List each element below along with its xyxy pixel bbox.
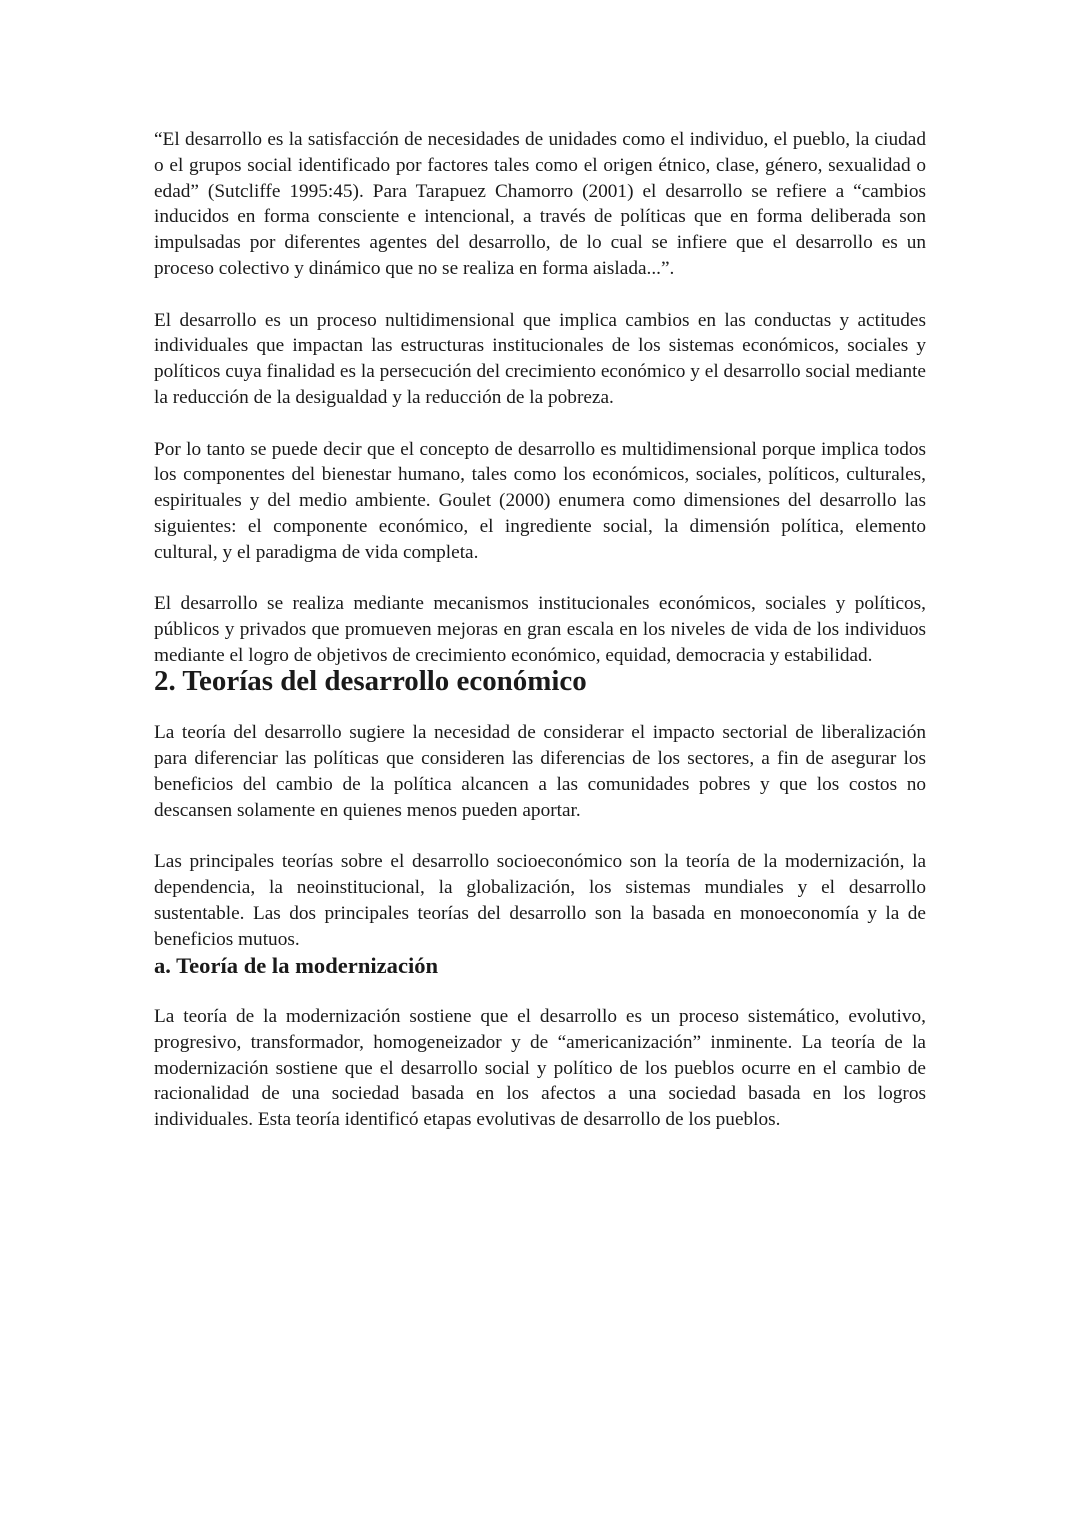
- paragraph-development-theory: La teoría del desarrollo sugiere la necesidad de considerar el impacto sectorial de liberalización para diferenciar las políticas que consideren las diferencias de los sectores, a fin de asegurar los beneficios del cambio de la política alcancen a las comunidades pobres y que los costos no descansen solamente en quienes menos pueden aportar.: [154, 722, 926, 821]
- paragraph-modernization-theory: La teoría de la modernización sostiene que el desarrollo es un proceso sistemático, evolutivo, progresivo, transformador, homogeneizador y de “americanización” inminente. La teoría de la modernización sostiene que el desarrollo social y político de los pueblos ocurre en el cambio de racionalidad de una sociedad basada en los afectos a una sociedad basada en los logros individuales. Esta teoría identificó etapas evolutivas de desarrollo de los pueblos.: [154, 1006, 926, 1131]
- section-heading-theories: 2. Teorías del desarrollo económico: [154, 664, 587, 697]
- paragraph-multidimensional-concept: Por lo tanto se puede decir que el concepto de desarrollo es multidimensional porque implica todos los componentes del bienestar humano, tales como los económicos, sociales, políticos, culturales, espirituales y del medio ambiente. Goulet (2000) enumera como dimensiones del desarrollo las siguientes: el componente económico, el ingrediente social, la dimensión política, elemento cultural, y el paradigma de vida completa.: [154, 438, 926, 563]
- paragraph-multidimensional-process: El desarrollo es un proceso nultidimensional que implica cambios en las conductas y actitudes individuales que impactan las estructuras institucionales de los sistemas económicos, sociales y políticos cuya finalidad es la persecución del crecimiento económico y el desarrollo social mediante la reducción de la desigualdad y la reducción de la pobreza.: [154, 309, 926, 408]
- paragraph-main-theories: Las principales teorías sobre el desarrollo socioeconómico son la teoría de la modernización, la dependencia, la neoinstitucional, la globalización, los sistemas mundiales y el desarrollo sustentable. Las dos principales teorías del desarrollo son la basada en monoeconomía y la de beneficios mutuos.: [154, 851, 926, 950]
- paragraph-institutional-mechanisms: El desarrollo se realiza mediante mecanismos institucionales económicos, sociales y políticos, públicos y privados que promueven mejoras en gran escala en los niveles de vida de los individuos mediante el logro de objetivos de crecimiento económico, equidad, democracia y estabilidad.: [154, 593, 926, 666]
- paragraph-development-definition: “El desarrollo es la satisfacción de necesidades de unidades como el individuo, el pueblo, la ciudad o el grupos social identificado por factores tales como el origen étnico, clase, género, sexualidad o edad” (Sutcliffe 1995:45). Para Tarapuez Chamorro (2001) el desarrollo se refiere a “cambios inducidos en forma consciente e intencional, a través de políticas que en forma deliberada son impulsadas por diferentes agentes del desarrollo, de lo cual se infiere que el desarrollo es un proceso colectivo y dinámico que no se realiza en forma aislada...”.: [154, 129, 926, 279]
- document-page: [154, 127, 926, 1133]
- section-heading-modernization: a. Teoría de la modernización: [154, 952, 439, 978]
